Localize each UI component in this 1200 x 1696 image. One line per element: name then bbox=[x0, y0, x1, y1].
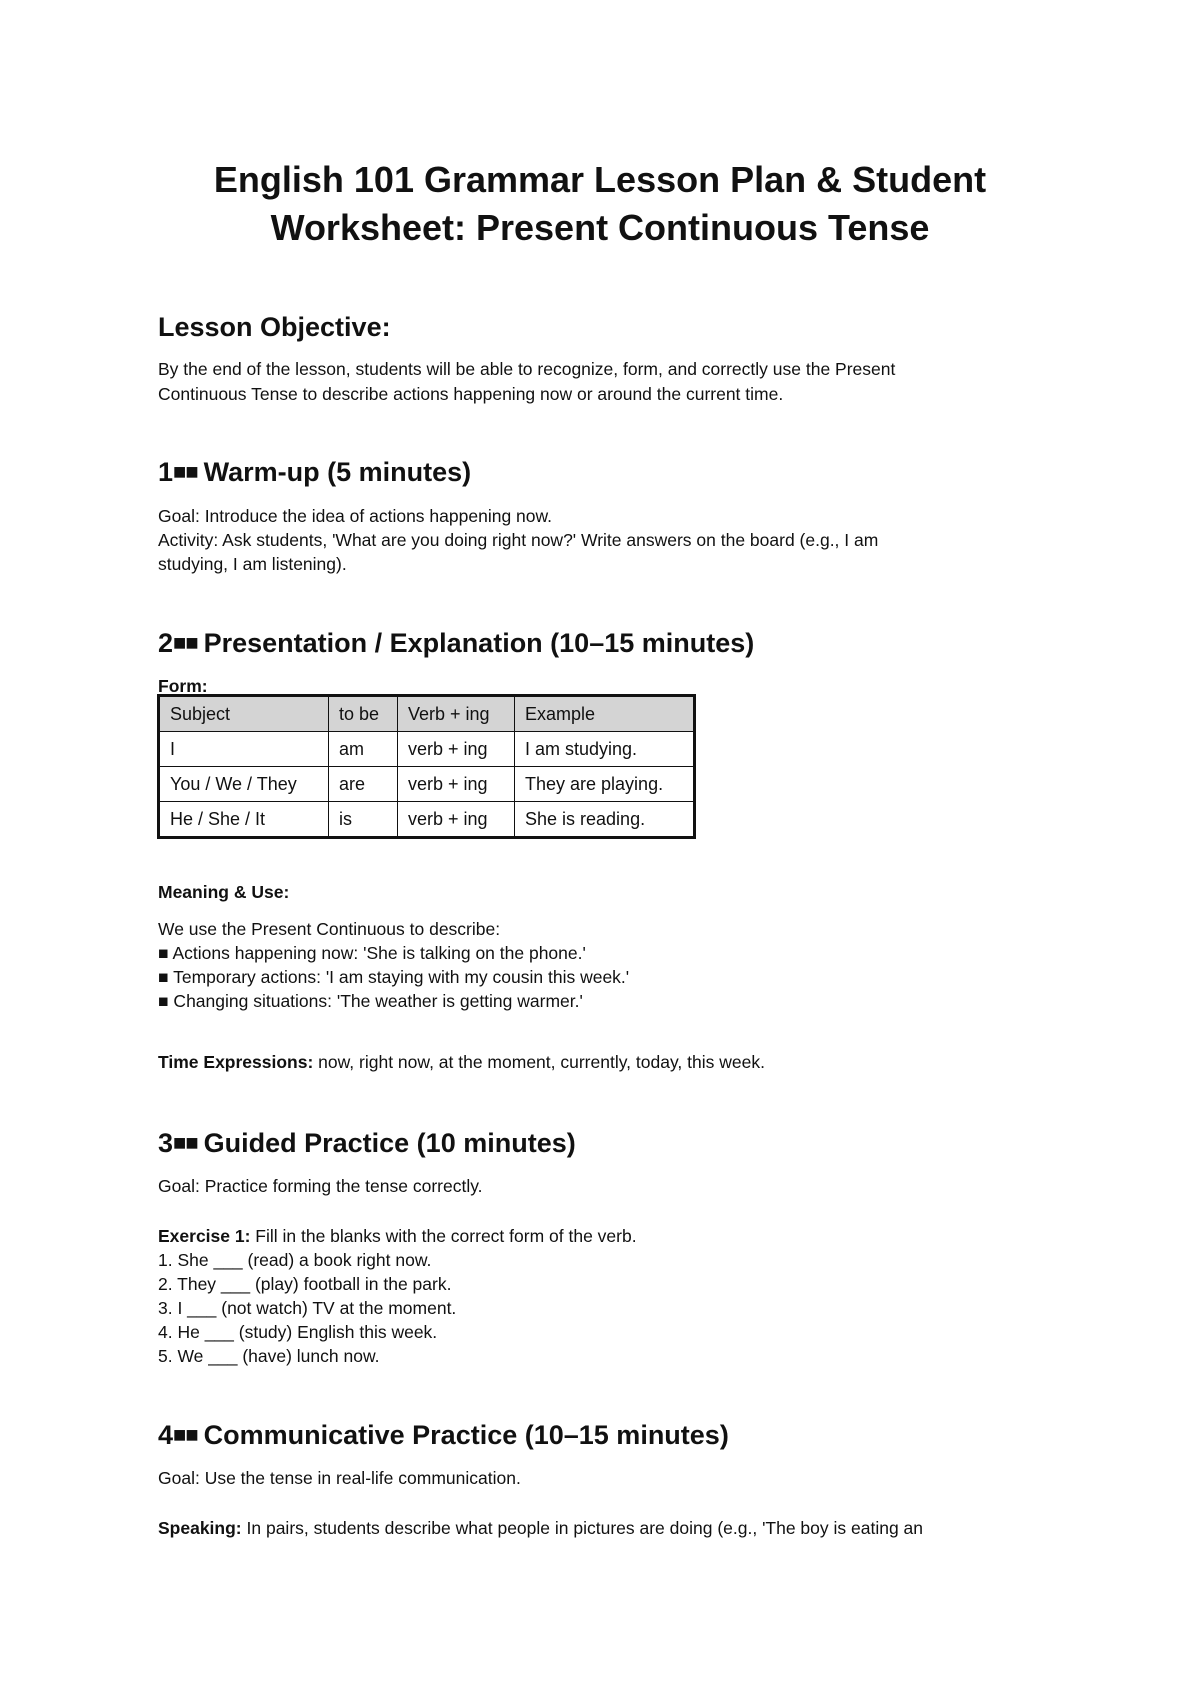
warmup-activity-line-1: Activity: Ask students, 'What are you doing right now?' Write answers on the board (e.g., I am bbox=[158, 530, 879, 550]
objective-text-line-1: By the end of the lesson, students will be able to recognize, form, and correctly use the Present bbox=[158, 359, 896, 379]
section-marker-icon: ■■ bbox=[173, 459, 198, 484]
table-cell: are bbox=[329, 767, 398, 802]
communicative-goal: Goal: Use the tense in real-life communication. bbox=[158, 1468, 521, 1488]
document-title bbox=[0, 156, 1200, 252]
objective-heading: Lesson Objective: bbox=[158, 312, 391, 342]
meaning-bullet: ■ Temporary actions: 'I am staying with my cousin this week.' bbox=[158, 967, 630, 987]
table-header-cell: Example bbox=[515, 696, 695, 732]
warmup-goal: Goal: Introduce the idea of actions happening now. bbox=[158, 506, 553, 526]
presentation-number: 2 bbox=[158, 628, 174, 658]
table-cell: They are playing. bbox=[515, 767, 695, 802]
guided-number: 3 bbox=[158, 1128, 174, 1158]
table-row bbox=[159, 802, 695, 838]
title-line-1: English 101 Grammar Lesson Plan & Student bbox=[213, 159, 987, 200]
meaning-bullet: ■ Changing situations: 'The weather is getting warmer.' bbox=[158, 991, 583, 1011]
warmup-number: 1 bbox=[158, 457, 174, 487]
exercise-item: 4. He ___ (study) English this week. bbox=[158, 1322, 438, 1342]
speaking-text: In pairs, students describe what people in pictures are doing (e.g., 'The boy is eating an bbox=[241, 1518, 924, 1538]
meaning-label: Meaning & Use: bbox=[158, 882, 290, 902]
warmup-title: Warm-up (5 minutes) bbox=[203, 457, 472, 487]
communicative-number: 4 bbox=[158, 1420, 174, 1450]
speaking-activity bbox=[158, 1516, 923, 1541]
table-cell: I am studying. bbox=[515, 732, 695, 767]
presentation-title: Presentation / Explanation (10–15 minutes) bbox=[203, 628, 755, 658]
table-cell: You / We / They bbox=[159, 767, 329, 802]
form-table bbox=[157, 694, 696, 839]
presentation-heading bbox=[158, 626, 754, 660]
table-header-cell: to be bbox=[329, 696, 398, 732]
exercise-text: Fill in the blanks with the correct form of the verb. bbox=[250, 1226, 637, 1246]
section-marker-icon: ■■ bbox=[173, 630, 198, 655]
table-cell: verb + ing bbox=[398, 802, 515, 838]
meaning-bullet: ■ Actions happening now: 'She is talking on the phone.' bbox=[158, 943, 586, 963]
time-expressions-text: now, right now, at the moment, currently, today, this week. bbox=[313, 1052, 765, 1072]
exercise-item: 1. She ___ (read) a book right now. bbox=[158, 1250, 432, 1270]
speaking-label: Speaking: bbox=[158, 1518, 242, 1538]
warmup-activity-line-2: studying, I am listening). bbox=[158, 554, 347, 574]
time-expressions bbox=[158, 1050, 765, 1075]
exercise-label: Exercise 1: bbox=[158, 1226, 251, 1246]
table-header-cell: Verb + ing bbox=[398, 696, 515, 732]
guided-goal: Goal: Practice forming the tense correctly. bbox=[158, 1176, 483, 1196]
communicative-title: Communicative Practice (10–15 minutes) bbox=[203, 1420, 729, 1450]
title-line-2: Worksheet: Present Continuous Tense bbox=[270, 207, 930, 248]
section-marker-icon: ■■ bbox=[173, 1422, 198, 1447]
table-cell: I bbox=[159, 732, 329, 767]
table-cell: verb + ing bbox=[398, 767, 515, 802]
table-row bbox=[159, 732, 695, 767]
section-marker-icon: ■■ bbox=[173, 1130, 198, 1155]
communicative-heading bbox=[158, 1418, 729, 1452]
guided-heading bbox=[158, 1126, 576, 1160]
table-cell: She is reading. bbox=[515, 802, 695, 838]
warmup-heading bbox=[158, 455, 471, 489]
time-expressions-label: Time Expressions: bbox=[158, 1052, 314, 1072]
meaning-intro: We use the Present Continuous to describe: bbox=[158, 919, 501, 939]
table-cell: is bbox=[329, 802, 398, 838]
guided-title: Guided Practice (10 minutes) bbox=[203, 1128, 576, 1158]
objective-text-line-2: Continuous Tense to describe actions happening now or around the current time. bbox=[158, 384, 784, 404]
form-label: Form: bbox=[158, 676, 208, 696]
table-cell: am bbox=[329, 732, 398, 767]
exercise-item: 3. I ___ (not watch) TV at the moment. bbox=[158, 1298, 457, 1318]
exercise-instructions bbox=[158, 1224, 637, 1249]
table-cell: verb + ing bbox=[398, 732, 515, 767]
table-cell: He / She / It bbox=[159, 802, 329, 838]
table-row bbox=[159, 767, 695, 802]
table-header-cell: Subject bbox=[159, 696, 329, 732]
exercise-item: 5. We ___ (have) lunch now. bbox=[158, 1346, 380, 1366]
exercise-item: 2. They ___ (play) football in the park. bbox=[158, 1274, 452, 1294]
table-header-row bbox=[159, 696, 695, 732]
